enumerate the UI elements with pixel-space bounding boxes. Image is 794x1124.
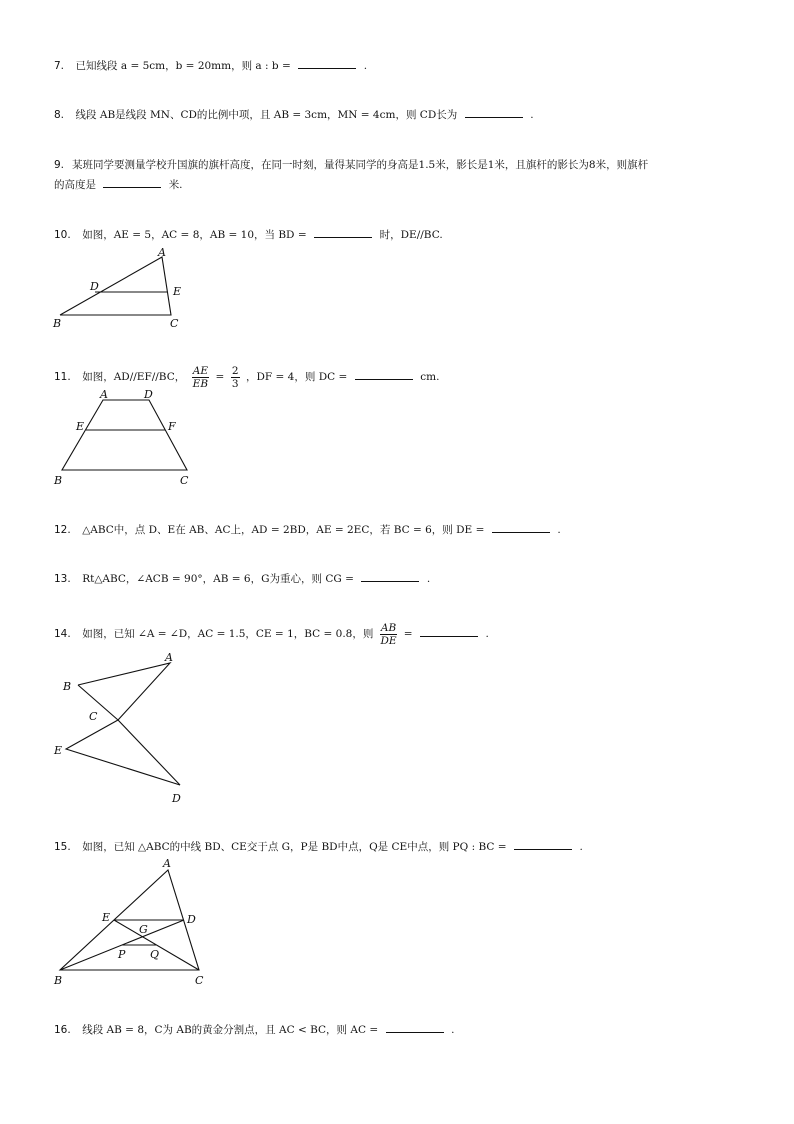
label-b: B [54,974,63,987]
question-text-end: . [451,1024,455,1036]
question-16 [54,1022,454,1038]
question-text: 已知线段 a = 5cm，b = 20mm，则 a : b = [75,60,291,72]
equals-sign: = [403,628,413,640]
question-text-end: . [579,841,583,853]
line-ced [66,720,180,785]
label-a: A [165,651,173,664]
label-c: C [195,974,204,987]
question-number: 12. [54,524,71,536]
trapezoid-abcd [62,400,187,470]
question-11 [54,364,439,390]
question-8 [54,107,534,123]
question-text: 某班同学要测量学校升国旗的旗杆高度，在同一时刻，量得某同学的身高是1.5米，影长是1米，且旗杆的影长为8米，则旗杆 [72,159,649,171]
label-f: F [168,420,176,433]
question-7 [54,58,367,74]
question-text-end: . [485,628,489,640]
label-d: D [90,280,99,293]
label-c: C [170,317,179,330]
question-number: 16. [54,1024,71,1036]
question-text-end: . [557,524,561,536]
label-e: E [76,420,85,433]
answer-blank[interactable] [314,227,372,238]
question-number: 13. [54,573,71,585]
label-d: D [172,792,181,805]
question-14 [54,619,489,649]
label-g: G [139,923,148,936]
equals-sign: = [215,371,225,383]
label-q: Q [150,948,160,961]
question-text: 如图，已知 △ABC的中线 BD、CE交于点 G，P是 BD中点，Q是 CE中点，则 PQ : BC = [82,841,507,853]
label-b: B [54,474,63,487]
question-number: 10. [54,229,71,241]
question-10 [54,227,443,243]
figure-14 [50,648,200,808]
answer-blank[interactable] [420,626,478,637]
answer-blank[interactable] [514,839,572,850]
figure-10 [50,248,200,333]
question-text: 线段 AB是线段 MN、CD的比例中项，且 AB = 3cm，MN = 4cm，则 CD长为 [75,109,458,121]
question-text: Rt△ABC，∠ACB = 90°，AB = 6，G为重心，则 CG = [82,573,354,585]
answer-blank[interactable] [361,571,419,582]
figure-11 [50,388,210,488]
label-c: C [180,474,189,487]
fraction-numerator: AB [380,621,397,634]
question-text-end: 时，DE//BC. [379,229,443,241]
question-text-line2: 的高度是 [54,179,96,191]
label-d: D [144,388,153,401]
question-number: 7. [54,60,65,72]
question-9 [54,155,744,195]
fraction-denominator: DE [380,634,397,647]
fraction-numerator: 2 [231,364,239,377]
label-a: A [100,388,108,401]
label-e: E [54,744,63,757]
answer-blank[interactable] [355,369,413,380]
label-a: A [163,857,171,870]
question-text-end: cm. [420,371,440,383]
fraction-denominator: EB [192,377,209,390]
question-text: △ABC中，点 D、E在 AB、AC上，AD = 2BD，AE = 2EC，若 BC = 6，则 DE = [82,524,485,536]
answer-blank[interactable] [465,107,523,118]
label-b: B [53,317,62,330]
answer-blank[interactable] [492,522,550,533]
fraction-two-thirds [231,365,240,390]
triangle-abc [60,257,171,315]
label-e: E [102,911,111,924]
question-text-end: . [363,60,368,72]
question-number: 8. [54,109,65,121]
label-p: P [118,948,126,961]
question-text: 如图，AE = 5，AC = 8，AB = 10，当 BD = [82,229,307,241]
question-number: 11. [54,371,71,383]
label-b: B [63,680,72,693]
label-a: A [158,246,166,259]
answer-blank[interactable] [298,58,356,69]
label-d: D [187,913,196,926]
fraction-ae-eb [192,365,209,390]
question-text: 线段 AB = 8，C为 AB的黄金分割点，且 AC < BC，则 AC = [82,1024,379,1036]
question-number: 9. [54,159,65,171]
fraction-denominator: 3 [231,377,239,390]
question-15 [54,839,583,855]
label-e: E [173,285,182,298]
answer-blank[interactable] [103,177,161,188]
answer-blank[interactable] [386,1022,444,1033]
figure-15 [50,856,220,991]
question-number: 15. [54,841,71,853]
question-text-end: . [426,573,431,585]
segment-bc [78,685,118,720]
fraction-ab-de [380,622,397,647]
question-12 [54,522,561,538]
label-c: C [89,710,98,723]
fraction-numerator: AE [192,364,208,377]
question-number: 14. [54,628,71,640]
question-text-middle: ，DF = 4，则 DC = [246,371,348,383]
question-text-end: 米. [168,179,183,191]
question-13 [54,571,430,587]
question-text: 如图，已知 ∠A = ∠D，AC = 1.5，CE = 1，BC = 0.8，则 [82,628,374,640]
question-text: 如图，AD//EF//BC， [82,371,186,383]
question-text-end: . [530,109,534,121]
